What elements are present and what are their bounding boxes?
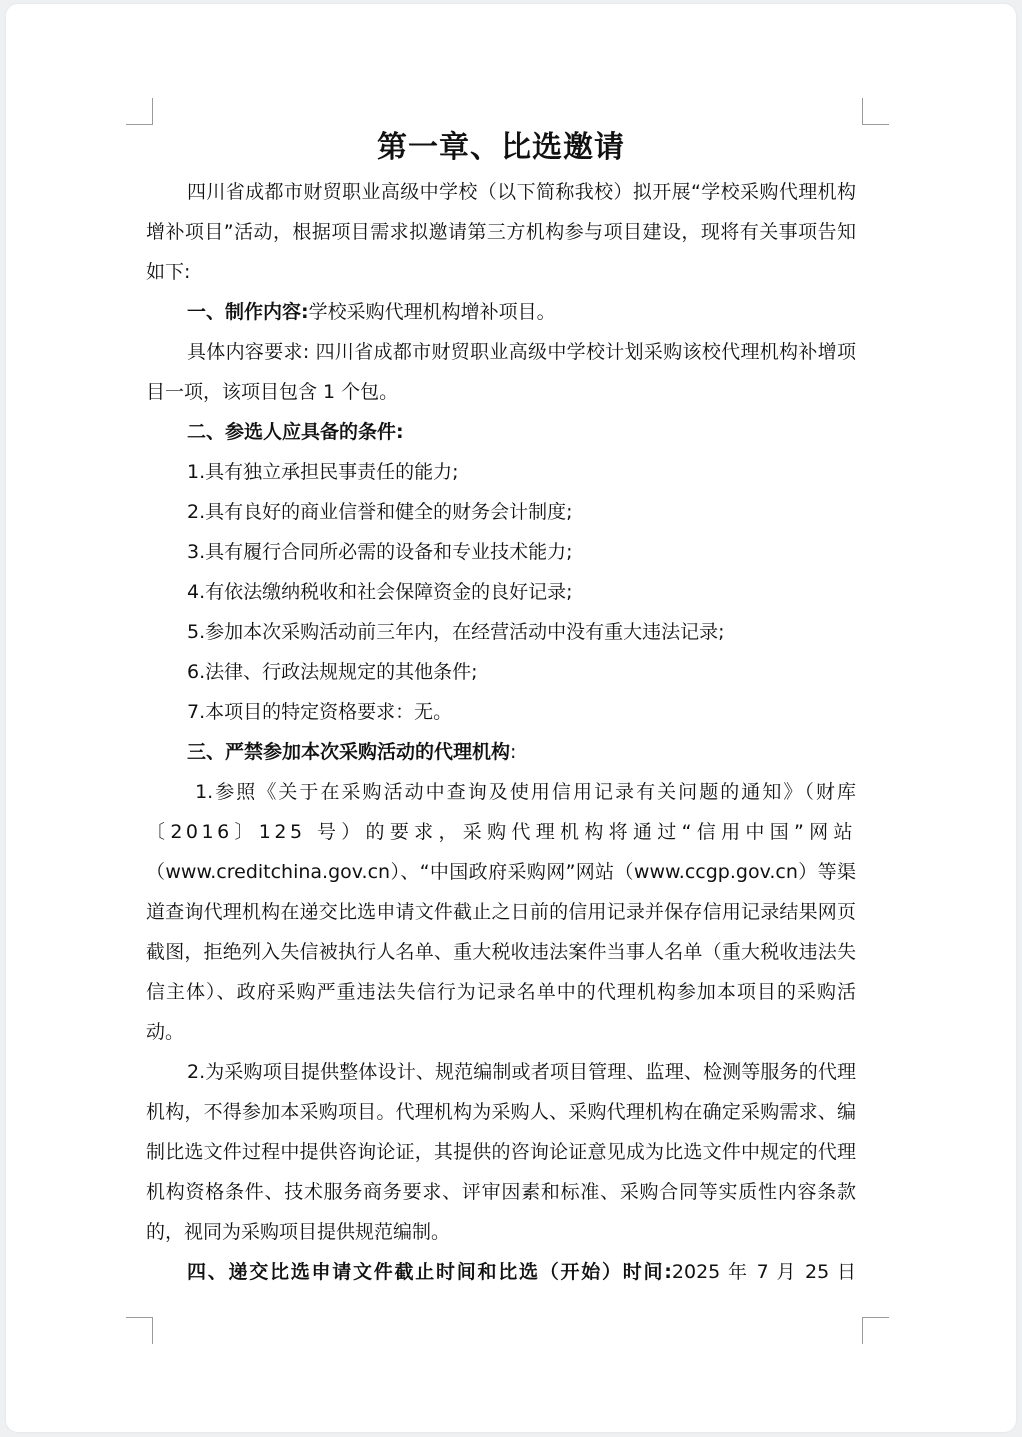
document-body [146,126,856,1292]
section1-paragraph [146,292,856,332]
condition-item-4: 4.有依法缴纳税收和社会保障资金的良好记录; [187,581,573,603]
crop-mark-top-right [862,98,889,125]
condition-item-2: 2.具有良好的商业信誉和健全的财务会计制度; [187,501,573,523]
condition-item-3: 3.具有履行合同所必需的设备和专业技术能力; [187,541,573,563]
section4-text: 2025 年 7 月 25 日 [671,1261,856,1283]
crop-mark-bottom-right [862,1317,889,1344]
section3-para1-line2: 〔2016〕125 号）的要求，采购代理机构将通过“信用中国”网站 [146,821,856,843]
section3-para2: 2.为采购项目提供整体设计、规范编制或者项目管理、监理、检测等服务的代理机构，不得参加本采购项目。代理机构为采购人、采购代理机构在确定采购需求、编制比选文件过程中提供咨询论证，其提供的咨询论证意见成为比选文件中规定的代理机构资格条件、技术服务商务要求、评审因素和标准、采购合同等实质性内容条款的，视同为采购项目提供规范编制。 [146,1061,856,1243]
condition-item-7: 7.本项目的特定资格要求：无。 [187,701,453,723]
section3-heading-line [146,732,856,772]
section4-heading: 四、递交比选申请文件截止时间和比选（开始）时间: [187,1261,672,1283]
condition-item-1: 1.具有独立承担民事责任的能力; [187,461,459,483]
section1-heading: 一、制作内容: [187,301,309,323]
condition-item-6: 6.法律、行政法规规定的其他条件; [187,661,478,683]
section2-heading: 二、参选人应具备的条件: [187,421,404,443]
section1-text: 学校采购代理机构增补项目。 [308,301,556,323]
section1-detail: 具体内容要求: 四川省成都市财贸职业高级中学校计划采购该校代理机构补增项目一项，该项目包含 1 个包。 [146,341,856,403]
condition-item-5: 5.参加本次采购活动前三年内，在经营活动中没有重大违法记录; [187,621,725,643]
intro-paragraph: 四川省成都市财贸职业高级中学校（以下简称我校）拟开展“学校采购代理机构增补项目”活动，根据项目需求拟邀请第三方机构参与项目建设，现将有关事项告知如下: [146,181,856,283]
crop-mark-top-left [126,98,153,125]
section4-paragraph [146,1252,856,1292]
document-title: 第一章、比选邀请 [377,130,625,165]
section3-para1-rest: （www.creditchina.gov.cn）、“中国政府采购网”网站（www.ccgp.gov.cn）等渠道查询代理机构在递交比选申请文件截止之日前的信用记录并保存信用记录结果网页截图，拒绝列入失信被执行人名单、重大税收违法案件当事人名单（重大税收违法失信主体）、政府采购严重违法失信行为记录名单中的代理机构参加本项目的采购活动。 [146,861,856,1043]
section3-heading: 三、严禁参加本次采购活动的代理机构 [187,741,511,763]
section3-heading-suffix: : [510,741,517,763]
section3-para1-line1: 1.参照《关于在采购活动中查询及使用信用记录有关问题的通知》（财库 [187,781,856,803]
crop-mark-bottom-left [126,1317,153,1344]
